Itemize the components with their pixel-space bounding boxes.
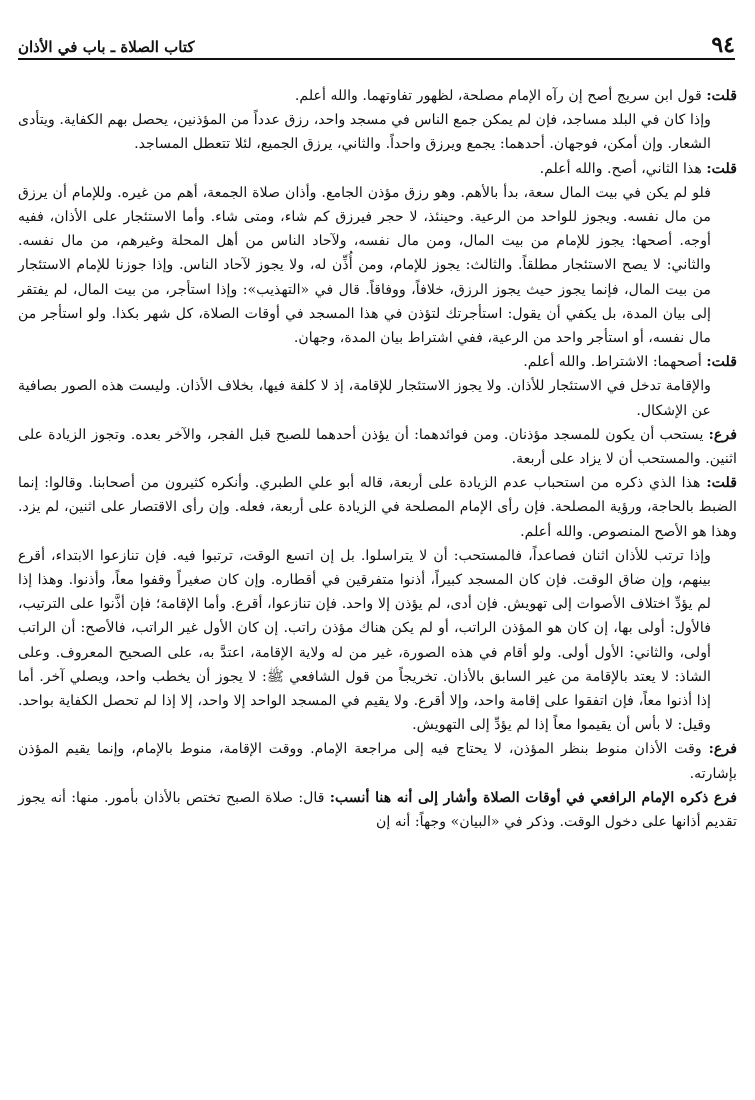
paragraph [18,423,737,471]
paragraph-label: قلت: [706,160,737,177]
paragraph-label: قلت: [706,88,737,104]
paragraph [18,84,737,108]
paragraph [18,374,737,422]
paragraph-label: فرع ذكره الإمام الرافعي في أوقات الصلاة وأشار إلى أنه هنا أنسب: [329,789,737,806]
paragraph-text: هذا الثاني، أصح. والله أعلم. [539,160,702,177]
paragraph-text: هذا الذي ذكره من استحباب عدم الزيادة على أربعة، قاله أبو علي الطبري. وأنكره كثيرون من أصحابنا. وقالوا: إنما الضبط بالحاجة، ورؤية المصلحة. فإن رأى الإمام المصلحة في الزيادة على أربعة، فعله. وإن رأى الاقتصار على اثنين، لم يزد. وهذا هو الأصح المنصوص. والله أعلم. [18,475,737,540]
page-body [18,84,737,1092]
header-rule [18,58,735,60]
paragraph-label: قلت: [706,475,737,492]
chapter-title: كتاب الصلاة ـ باب في الأذان [18,38,195,56]
paragraph-text: وقت الأذان منوط بنظر المؤذن، لا يحتاج فيه إلى مراجعة الإمام. ووقت الإقامة، منوط بالإمام، وإنما يقيم المؤذن بإشارته. [18,741,737,782]
paragraph-label: قلت: [706,354,737,371]
paragraph-label: فرع: [708,741,737,758]
paragraph-text: قال: صلاة الصبح تختص بالأذان بأمور. منها: أنه يجوز تقديم أذانها على دخول الوقت. وذكر في «البيان» وجهاً: أنه إن [18,789,737,831]
paragraph [18,544,737,738]
paragraph [18,350,737,374]
paragraph [18,181,737,350]
paragraph [18,157,737,181]
paragraph-text: فلو لم يكن في بيت المال سعة، بدأ بالأهم. وهو رزق مؤذن الجامع. وأذان صلاة الجمعة، أهم من غيره. وللإمام أن يرزق من مال نفسه. ويجوز للواحد من الرعية. وحينئذ، لا حجر فيرزق كم شاء، ومتى شاء. وأما الاستئجار على الأذان، ففيه أوجه. أصحها: يجوز للإمام من بيت المال، ومن مال نفسه، ولآحاد الناس من أهل المحلة وغيرهم، من مال نفسه. والثاني: لا يصح الاستئجار مطلقاً. والثالث: يجوز للإمام، ومن أُذِّن له، ولا يجوز لآحاد الناس. وإذا جوزنا للإمام الاستئجار من بيت المال، فإنما يجوز حيث يجوز الرزق، خلافاً، ووفاقاً. قال في «التهذيب»: وإذا استأجر، من بيت المال، لم يفتقر إلى بيان المدة، بل يكفي أن يقول: استأجرتك لتؤذن في هذا المسجد في أوقات الصلاة، كل شهر بكذا. ولو استأجر من مال نفسه، أو استأجر واحد من الرعية، ففي اشتراط بيان المدة، وجهان. [18,184,711,347]
running-header [18,28,735,56]
paragraph-text: وإذا ترتب للأذان اثنان فصاعداً، فالمستحب: أن لا يتراسلوا. بل إن اتسع الوقت، ترتبوا فيه. فإن تنازعوا الابتداء، أقرع بينهم، وإن ضاق الوقت. فإن كان المسجد كبيراً، أذنوا متفرقين في أقطاره. وإن كان صغيراً وقفوا معاً، وأذنوا. وهذا إذا لم يؤدِّ اختلاف الأصوات إلى تهويش. فإن أدى، لم يؤذن إلا واحد. فإن تنازعوا، أقرع. وأما الإقامة؛ فإن أذَّنوا على الترتيب، فالأول: أولى بها، إن كان هو المؤذن الراتب، أو لم يكن هناك مؤذن راتب. إن كان الأول غير الراتب، فالأصح: أن الراتب أولى، والثاني: الأول أولى. ولو أقام في هذه الصورة، غير من له ولاية الإقامة، اعتدَّ به، على الصحيح المعروف. وعلى الشاذ: لا يعتد بالإقامة من غير السابق بالأذان. تخريجاً من قول الشافعي ﷺ: لا يجوز أن يخطب واحد، ويصلي آخر. أما إذا أذنوا معاً، فإن اتفقوا على إقامة واحد، وإلا أقرع. ولا يقيم في المسجد الواحد إلا واحد، إلا إذا لم تحصل الكفاية بواحد. وقيل: لا بأس أن يقيموا معاً إذا لم يؤدِّ إلى التهويش. [18,547,711,734]
paragraph-label: فرع: [708,426,737,443]
page-number: ٩٤ [711,32,735,58]
paragraph-text: أصحهما: الاشتراط. والله أعلم. [523,354,702,371]
paragraph [18,786,737,834]
paragraph-text: قول ابن سريج أصح إن رآه الإمام مصلحة، لظهور تفاوتهما. والله أعلم. [294,88,702,104]
paragraph [18,737,737,785]
paragraph-text: وإذا كان في البلد مساجد، فإن لم يمكن جمع الناس في مسجد واحد، رزق عدداً من المؤذنين، يحصل بهم الكفاية. ويتأدى الشعار. وإن أمكن، فوجهان. أحدهما: يجمع ويرزق واحداً. والثاني، يرزق الجميع، لئلا تتعطل المساجد. [18,112,711,153]
paragraph [18,471,737,544]
paragraph [18,108,737,156]
paragraph-text: يستحب أن يكون للمسجد مؤذنان. ومن فوائدهما: أن يؤذن أحدهما للصبح قبل الفجر، والآخر بعده. وتجوز الزيادة على اثنين. والمستحب أن لا يزاد على أربعة. [18,426,737,468]
paragraph-text: والإقامة تدخل في الاستئجار للأذان. ولا يجوز الاستئجار للإقامة، إذ لا كلفة فيها، بخلاف الأذان. وليست هذه الصور بصافية عن الإشكال. [18,378,711,419]
